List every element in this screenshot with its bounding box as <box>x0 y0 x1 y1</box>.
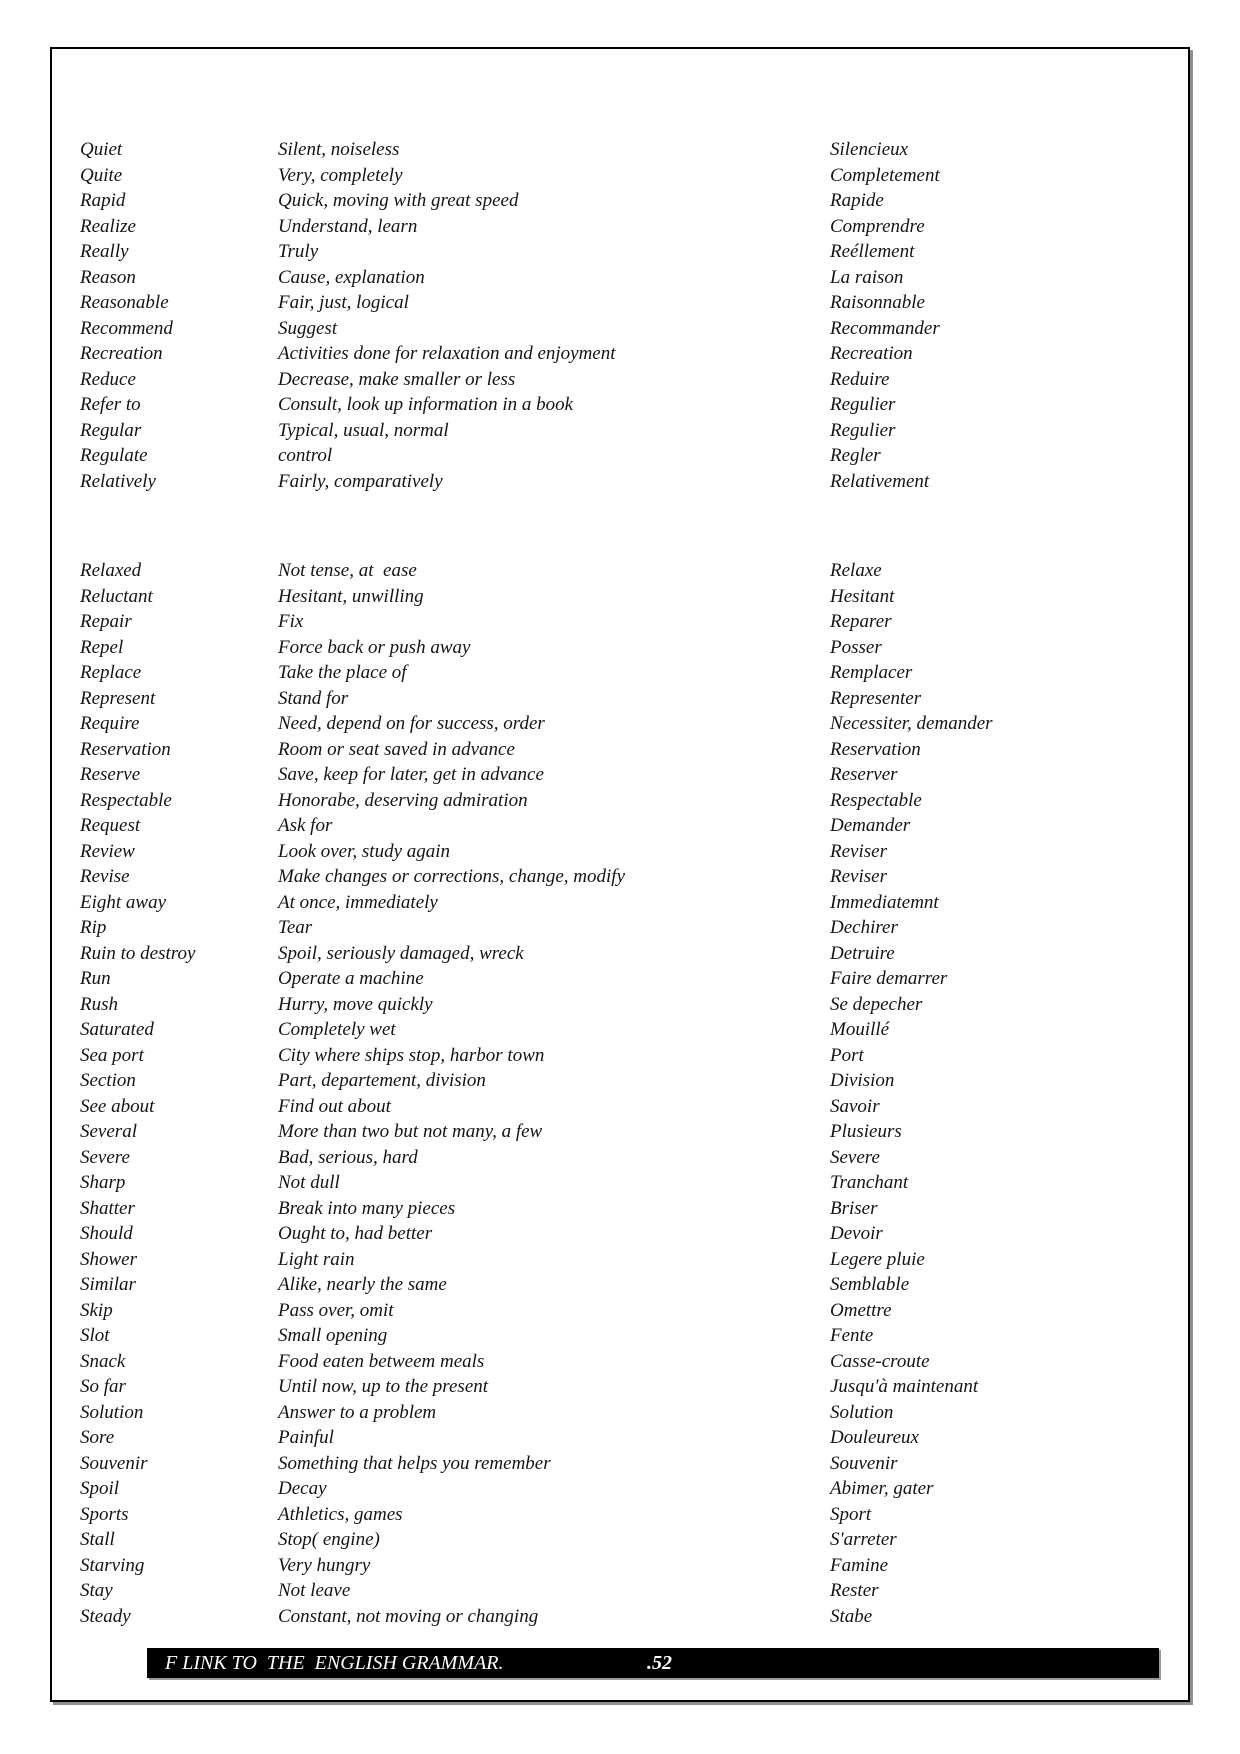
english-definition: Break into many pieces <box>278 1197 456 1219</box>
english-word: Recreation <box>80 343 163 364</box>
english-definition: Save, keep for later, get in advance <box>278 764 544 785</box>
english-definition: Something that helps you remember <box>278 1452 551 1474</box>
vocab-row <box>80 1604 1172 1630</box>
french-translation: Regler <box>830 445 881 466</box>
vocab-row <box>80 214 1172 240</box>
english-definition: Fair, just, logical <box>278 292 409 313</box>
english-word: Replace <box>80 662 142 683</box>
english-word: See about <box>80 1095 155 1117</box>
english-word: Stall <box>80 1529 115 1550</box>
english-definition: Answer to a problem <box>278 1401 437 1423</box>
english-word: Reasonable <box>80 292 169 313</box>
english-definition: Cause, explanation <box>278 266 425 288</box>
english-definition: Silent, noiseless <box>278 139 400 160</box>
english-word: Reduce <box>80 368 136 390</box>
english-word: Regulate <box>80 445 148 466</box>
english-word: Several <box>80 1121 137 1142</box>
vocab-row <box>80 392 1172 418</box>
vocab-row <box>80 788 1172 814</box>
vocab-row <box>80 1145 1172 1171</box>
french-translation: Se depecher <box>830 993 923 1015</box>
vocab-row <box>80 341 1172 367</box>
french-translation: La raison <box>830 266 904 288</box>
vocab-row <box>80 1425 1172 1451</box>
english-definition: Pass over, omit <box>278 1299 394 1321</box>
vocab-row <box>80 1068 1172 1094</box>
english-word: Slot <box>80 1325 110 1346</box>
french-translation: Casse-croute <box>830 1350 930 1372</box>
vocab-row <box>80 1196 1172 1222</box>
english-definition: At once, immediately <box>278 891 438 913</box>
french-translation: Representer <box>830 687 922 709</box>
english-definition: Operate a machine <box>278 968 424 989</box>
vocab-row <box>80 890 1172 916</box>
english-word: Sharp <box>80 1172 126 1193</box>
english-definition: Until now, up to the present <box>278 1376 489 1397</box>
french-translation: Respectable <box>830 789 922 811</box>
english-word: Regular <box>80 419 142 441</box>
french-translation: Sport <box>830 1503 872 1525</box>
vocab-row <box>80 290 1172 316</box>
vocab-row <box>80 137 1172 163</box>
english-definition: Athletics, games <box>278 1503 403 1525</box>
english-definition: Part, departement, division <box>278 1070 486 1091</box>
english-word: Severe <box>80 1146 130 1168</box>
vocab-row <box>80 737 1172 763</box>
english-definition: Room or seat saved in advance <box>278 738 515 760</box>
english-word: Eight away <box>80 891 167 913</box>
vocab-row <box>80 1094 1172 1120</box>
english-word: Souvenir <box>80 1452 148 1474</box>
english-definition: Very hungry <box>278 1554 371 1576</box>
french-translation: Relativement <box>830 470 930 492</box>
french-translation: Immediatemnt <box>830 891 939 913</box>
english-definition: Not leave <box>278 1580 351 1601</box>
english-word: Quite <box>80 164 123 186</box>
vocab-row <box>80 1043 1172 1069</box>
french-translation: Abimer, gater <box>830 1478 934 1499</box>
vocab-row <box>80 418 1172 444</box>
french-translation: Plusieurs <box>830 1121 902 1142</box>
french-translation: Semblable <box>830 1274 910 1295</box>
vocab-row <box>80 686 1172 712</box>
english-word: Require <box>80 713 140 734</box>
french-translation: Regulier <box>830 419 896 441</box>
english-definition: Constant, not moving or changing <box>278 1605 539 1627</box>
vocab-row <box>80 1502 1172 1528</box>
english-definition: Stand for <box>278 687 349 709</box>
english-word: Should <box>80 1223 133 1244</box>
english-definition: Food eaten betweem meals <box>278 1350 485 1372</box>
vocab-row <box>80 163 1172 189</box>
english-word: Repel <box>80 636 124 658</box>
english-word: Rapid <box>80 190 126 211</box>
english-definition: Fairly, comparatively <box>278 470 443 492</box>
vocab-row <box>80 941 1172 967</box>
english-definition: Painful <box>278 1427 334 1448</box>
french-translation: Jusqu'à maintenant <box>830 1376 979 1397</box>
footer-title: F LINK TO THE ENGLISH GRAMMAR. <box>165 1651 504 1674</box>
vocab-row <box>80 1527 1172 1553</box>
vocab-row <box>80 584 1172 610</box>
french-translation: Detruire <box>830 942 895 964</box>
vocab-row <box>80 1221 1172 1247</box>
french-translation: Port <box>830 1044 864 1066</box>
english-definition: Find out about <box>278 1095 391 1117</box>
french-translation: Rester <box>830 1580 879 1601</box>
english-definition: Make changes or corrections, change, modify <box>278 866 626 887</box>
english-word: Review <box>80 840 135 862</box>
vocab-row <box>80 239 1172 265</box>
english-word: Section <box>80 1070 136 1091</box>
french-translation: Faire demarrer <box>830 968 948 989</box>
english-definition: Honorabe, deserving admiration <box>278 789 528 811</box>
english-word: Solution <box>80 1401 144 1423</box>
english-definition: Tear <box>278 917 313 938</box>
english-definition: Ask for <box>278 815 333 836</box>
footer-bar <box>147 1648 1159 1678</box>
english-definition: Decay <box>278 1478 327 1499</box>
french-translation: Famine <box>830 1554 889 1576</box>
english-word: Sore <box>80 1427 115 1448</box>
english-word: Repair <box>80 611 132 632</box>
english-word: Snack <box>80 1350 126 1372</box>
french-translation: Reduire <box>830 368 890 390</box>
vocab-row <box>80 1400 1172 1426</box>
english-definition: Understand, learn <box>278 215 418 237</box>
french-translation: Savoir <box>830 1095 880 1117</box>
english-word: Saturated <box>80 1019 154 1040</box>
vocab-row <box>80 966 1172 992</box>
page-border <box>50 47 1190 1702</box>
vocab-row <box>80 1374 1172 1400</box>
english-definition: Light rain <box>278 1248 355 1270</box>
vocab-row <box>80 813 1172 839</box>
french-translation: Necessiter, demander <box>830 713 993 734</box>
french-translation: Demander <box>830 815 911 836</box>
french-translation: Solution <box>830 1401 894 1423</box>
french-translation: Mouillé <box>830 1019 890 1040</box>
vocab-row <box>80 992 1172 1018</box>
vocab-row <box>80 1553 1172 1579</box>
french-translation: S'arreter <box>830 1529 897 1550</box>
english-word: Realize <box>80 215 136 237</box>
english-definition: Bad, serious, hard <box>278 1146 418 1168</box>
english-word: Respectable <box>80 789 172 811</box>
french-translation: Remplacer <box>830 662 913 683</box>
vocab-row <box>80 1476 1172 1502</box>
vocab-row <box>80 864 1172 890</box>
english-definition: Alike, nearly the same <box>278 1274 447 1295</box>
english-definition: Look over, study again <box>278 840 451 862</box>
vocab-row <box>80 1170 1172 1196</box>
english-definition: Not tense, at ease <box>278 560 417 581</box>
english-word: Sea port <box>80 1044 144 1066</box>
vocab-row <box>80 1323 1172 1349</box>
english-word: Rip <box>80 917 107 938</box>
vocab-row <box>80 265 1172 291</box>
vocab-row <box>80 660 1172 686</box>
english-word: Run <box>80 968 111 989</box>
english-word: Revise <box>80 866 130 887</box>
french-translation: Omettre <box>830 1299 892 1321</box>
vocab-row <box>80 188 1172 214</box>
english-definition: More than two but not many, a few <box>278 1121 543 1142</box>
english-word: So far <box>80 1376 126 1397</box>
english-definition: Suggest <box>278 317 338 339</box>
french-translation: Reserver <box>830 764 898 785</box>
french-translation: Comprendre <box>830 215 925 237</box>
english-definition: Quick, moving with great speed <box>278 190 519 211</box>
english-word: Relatively <box>80 470 156 492</box>
vocab-row <box>80 915 1172 941</box>
french-translation: Recreation <box>830 343 913 364</box>
english-definition: control <box>278 445 333 466</box>
english-definition: Activities done for relaxation and enjoyment <box>278 343 616 364</box>
vocab-row <box>80 1017 1172 1043</box>
vocab-row <box>80 609 1172 635</box>
vocab-row <box>80 762 1172 788</box>
french-translation: Souvenir <box>830 1452 898 1474</box>
english-word: Recommend <box>80 317 173 339</box>
vocab-row <box>80 443 1172 469</box>
english-definition: Very, completely <box>278 164 403 186</box>
english-word: Request <box>80 815 141 836</box>
english-word: Skip <box>80 1299 113 1321</box>
english-definition: Take the place of <box>278 662 407 683</box>
vocab-row <box>80 558 1172 584</box>
french-translation: Reviser <box>830 866 887 887</box>
english-definition: City where ships stop, harbor town <box>278 1044 545 1066</box>
english-word: Starving <box>80 1554 145 1576</box>
french-translation: Reservation <box>830 738 921 760</box>
french-translation: Fente <box>830 1325 874 1346</box>
french-translation: Silencieux <box>830 139 909 160</box>
english-word: Ruin to destroy <box>80 942 196 964</box>
vocab-section-bottom <box>80 558 1172 1629</box>
english-definition: Typical, usual, normal <box>278 419 449 441</box>
english-definition: Need, depend on for success, order <box>278 713 545 734</box>
french-translation: Devoir <box>830 1223 883 1244</box>
english-word: Shower <box>80 1248 137 1270</box>
french-translation: Regulier <box>830 394 896 415</box>
french-translation: Stabe <box>830 1605 873 1627</box>
english-definition: Fix <box>278 611 304 632</box>
french-translation: Reéllement <box>830 241 915 262</box>
english-definition: Hurry, move quickly <box>278 993 433 1015</box>
english-word: Refer to <box>80 394 141 415</box>
vocab-row <box>80 367 1172 393</box>
english-word: Reluctant <box>80 585 153 607</box>
french-translation: Briser <box>830 1197 878 1219</box>
vocab-row <box>80 1578 1172 1604</box>
french-translation: Reparer <box>830 611 892 632</box>
vocab-row <box>80 316 1172 342</box>
english-word: Stay <box>80 1580 113 1601</box>
french-translation: Division <box>830 1070 895 1091</box>
vocab-row <box>80 469 1172 495</box>
french-translation: Legere pluie <box>830 1248 925 1270</box>
english-word: Reason <box>80 266 136 288</box>
vocab-row <box>80 1298 1172 1324</box>
english-word: Really <box>80 241 129 262</box>
english-definition: Small opening <box>278 1325 388 1346</box>
english-word: Reservation <box>80 738 171 760</box>
french-translation: Severe <box>830 1146 880 1168</box>
english-word: Rush <box>80 993 118 1015</box>
english-definition: Spoil, seriously damaged, wreck <box>278 942 524 964</box>
english-word: Relaxed <box>80 560 142 581</box>
english-word: Sports <box>80 1503 129 1525</box>
vocab-row <box>80 1119 1172 1145</box>
english-word: Steady <box>80 1605 131 1627</box>
french-translation: Rapide <box>830 190 884 211</box>
vocab-row <box>80 839 1172 865</box>
french-translation: Dechirer <box>830 917 898 938</box>
english-definition: Force back or push away <box>278 636 471 658</box>
french-translation: Douleureux <box>830 1427 919 1448</box>
english-definition: Ought to, had better <box>278 1223 433 1244</box>
vocab-row <box>80 1247 1172 1273</box>
vocab-row <box>80 1451 1172 1477</box>
french-translation: Tranchant <box>830 1172 909 1193</box>
english-word: Spoil <box>80 1478 120 1499</box>
english-word: Quiet <box>80 139 123 160</box>
english-word: Similar <box>80 1274 136 1295</box>
french-translation: Hesitant <box>830 585 895 607</box>
vocab-row <box>80 1272 1172 1298</box>
footer-page-number: .52 <box>647 1651 672 1674</box>
vocab-row <box>80 711 1172 737</box>
english-definition: Truly <box>278 241 319 262</box>
french-translation: Recommander <box>830 317 940 339</box>
english-definition: Hesitant, unwilling <box>278 585 424 607</box>
english-definition: Stop( engine) <box>278 1529 380 1550</box>
french-translation: Posser <box>830 636 882 658</box>
french-translation: Raisonnable <box>830 292 925 313</box>
english-definition: Decrease, make smaller or less <box>278 368 516 390</box>
vocab-row <box>80 1349 1172 1375</box>
french-translation: Relaxe <box>830 560 882 581</box>
vocab-row <box>80 635 1172 661</box>
english-definition: Not dull <box>278 1172 340 1193</box>
english-word: Represent <box>80 687 156 709</box>
french-translation: Reviser <box>830 840 887 862</box>
english-definition: Consult, look up information in a book <box>278 394 574 415</box>
french-translation: Completement <box>830 164 940 186</box>
vocab-section-top <box>80 137 1172 494</box>
english-definition: Completely wet <box>278 1019 396 1040</box>
english-word: Shatter <box>80 1197 135 1219</box>
english-word: Reserve <box>80 764 141 785</box>
